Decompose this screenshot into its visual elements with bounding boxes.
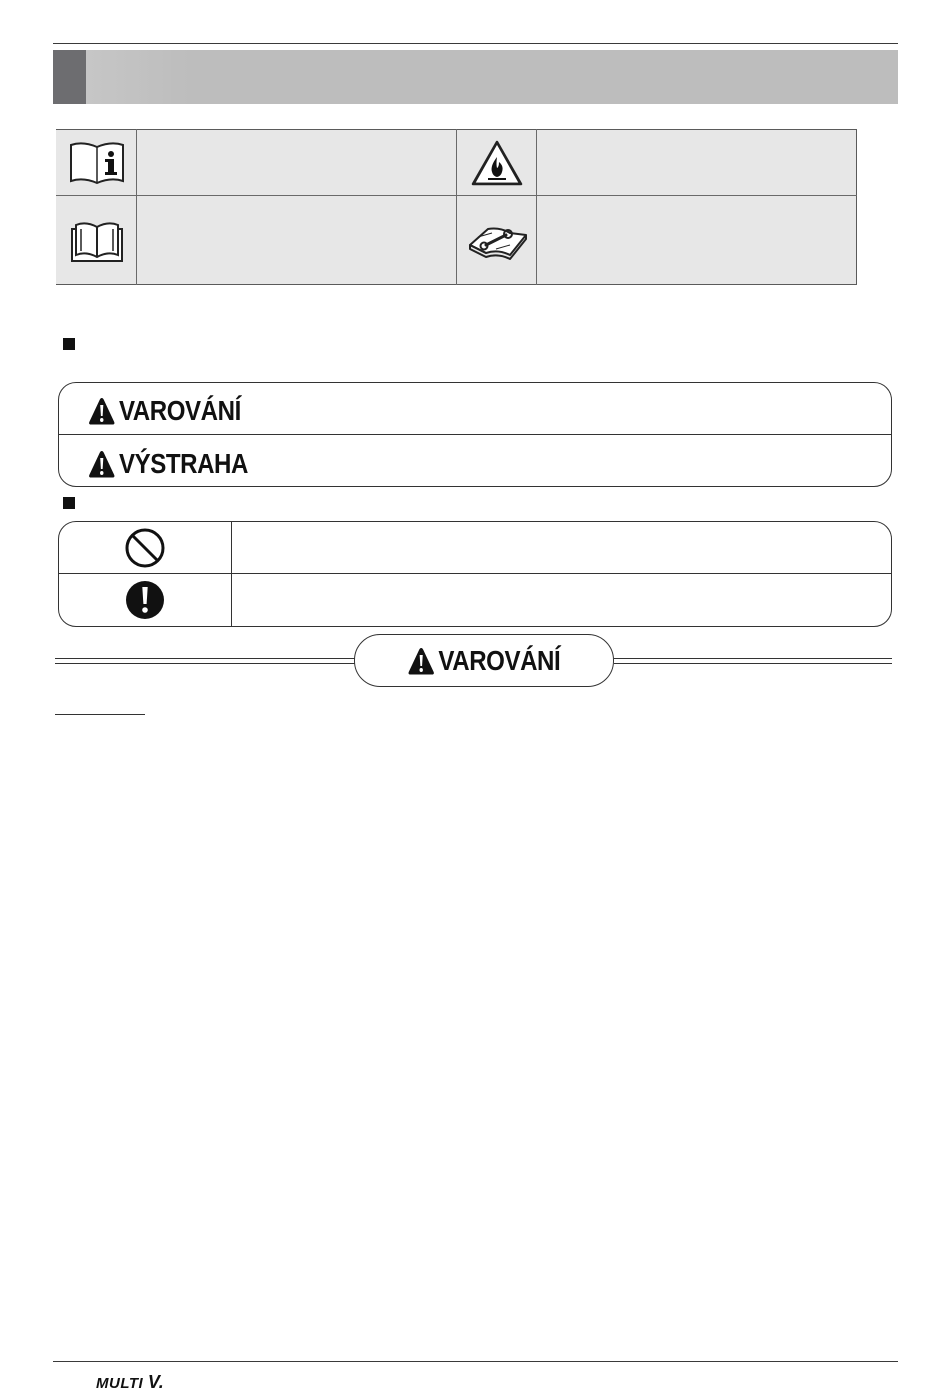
warning-triangle-icon	[88, 449, 116, 479]
caution-label-text: VÝSTRAHA	[118, 448, 248, 479]
square-bullet-icon	[63, 497, 75, 509]
subheading-underline	[55, 714, 145, 715]
service-manual-icon	[457, 196, 536, 285]
flammable-warning-icon	[457, 130, 536, 195]
multi-v-logo	[96, 1372, 164, 1393]
bottom-rule	[53, 1361, 898, 1362]
banner-rule	[55, 658, 355, 659]
warning-label-text: VAROVÁNÍ	[118, 395, 241, 426]
top-rule	[53, 43, 898, 44]
caution-label	[88, 445, 248, 483]
banner-rule	[614, 658, 892, 659]
prohibited-icon	[59, 522, 231, 573]
banner-rule	[614, 663, 892, 664]
open-book-icon	[57, 196, 136, 285]
warning-banner	[354, 634, 614, 687]
warning-triangle-icon	[408, 646, 436, 676]
exclamation-icon	[59, 574, 231, 626]
read-info-manual-icon	[57, 130, 136, 195]
warning-banner-text: VAROVÁNÍ	[438, 644, 561, 676]
box-divider	[231, 522, 232, 626]
box-divider	[59, 434, 891, 435]
section-header-accent	[53, 50, 86, 104]
section-header-fade	[86, 50, 190, 104]
table-divider	[536, 129, 537, 285]
warning-label	[88, 392, 241, 430]
warning-triangle-icon	[88, 396, 116, 426]
warning-banner-label	[408, 645, 561, 677]
square-bullet-icon	[63, 338, 75, 350]
logo-text: MULTI	[96, 1375, 144, 1392]
logo-v: V.	[147, 1372, 165, 1392]
table-divider	[136, 129, 137, 285]
banner-rule	[55, 663, 355, 664]
